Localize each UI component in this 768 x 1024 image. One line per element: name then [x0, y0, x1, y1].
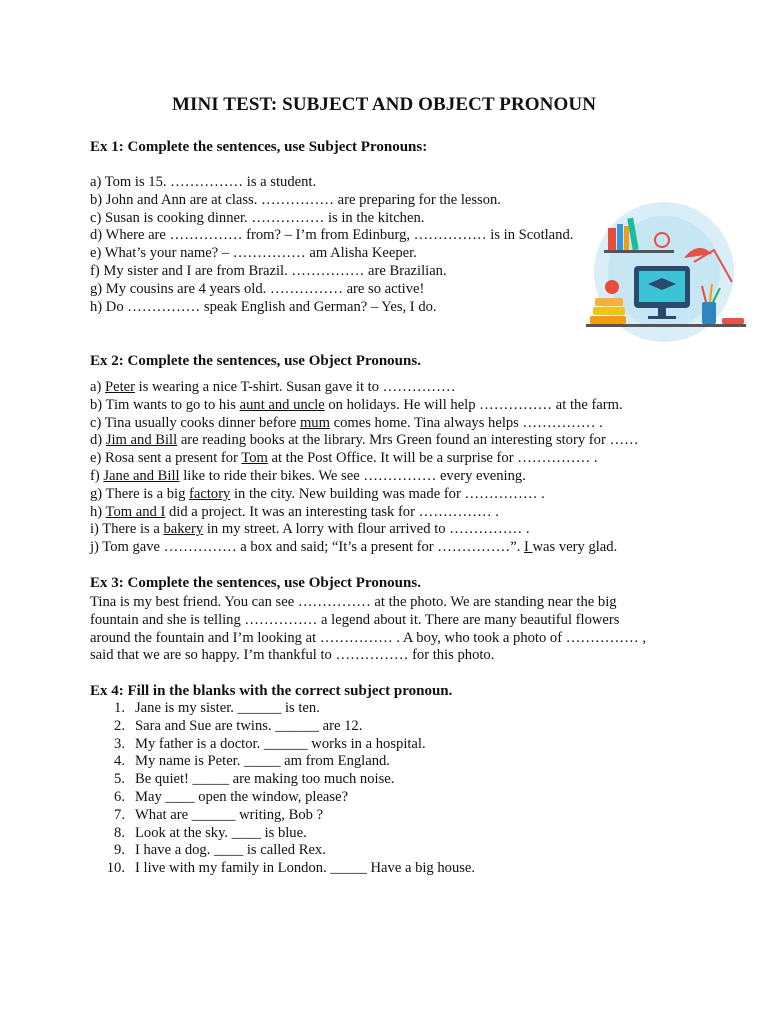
ex2-underlined-noun: bakery: [163, 521, 204, 538]
ex2-text: j) Tom gave …………… a box and said; “It’s a present for ……………”.: [90, 539, 524, 556]
item-text: What are ______ writing, Bob ?: [135, 806, 324, 823]
ex2-text: comes home. Tina always helps …………… .: [329, 414, 603, 431]
item-number: 6.: [114, 788, 125, 805]
ex2-text: f): [90, 467, 104, 484]
book-icon: [617, 224, 623, 250]
ex1-line: c) Susan is cooking dinner. …………… is in the kitchen.: [90, 209, 425, 226]
ex3-line: said that we are so happy. I’m thankful to …………… for this photo.: [90, 647, 495, 664]
item-text: My father is a doctor. ______ works in a hospital.: [135, 735, 426, 752]
ex2-line: [90, 486, 639, 504]
ex2-underlined-noun: Jim and Bill: [105, 432, 178, 449]
ex2-text: a): [90, 379, 105, 395]
ex2-text: e) Rosa sent a present for: [90, 450, 242, 467]
item-number: 10.: [106, 860, 125, 877]
list-item: [90, 788, 349, 807]
list-item: [90, 735, 426, 754]
lamp-base: [722, 318, 744, 324]
list-item: [90, 771, 395, 789]
ex2-text: was very glad.: [532, 539, 618, 556]
ex2-text: h): [90, 503, 106, 520]
pencil-cup-icon: [702, 302, 716, 324]
item-text: Sara and Sue are twins. ______ are 12.: [135, 717, 363, 734]
ex2-line: [90, 450, 639, 468]
book-icon: [608, 228, 616, 250]
ex2-underlined-noun: aunt and uncle: [239, 396, 325, 413]
ex2-text: like to ride their bikes. We see …………… every evening.: [179, 467, 526, 484]
ex3-paragraph: [90, 594, 646, 665]
ex3-line: fountain and she is telling …………… a legend about it. There are many beautiful flowers: [90, 611, 620, 628]
list-item: [90, 700, 320, 718]
ex2-sentences: [90, 379, 639, 557]
item-number: 9.: [114, 842, 125, 859]
item-number: 2.: [114, 717, 125, 734]
shelf-icon: [604, 250, 674, 253]
list-item: [90, 717, 363, 736]
ex2-underlined-noun: Tom: [241, 450, 268, 467]
ex2-text: in the city. New building was made for …………… .: [230, 485, 545, 502]
ex2-heading: Ex 2: Complete the sentences, use Object Pronouns.: [90, 353, 421, 369]
ex2-line: [90, 504, 639, 522]
ex2-line: [90, 539, 639, 557]
ex2-text: are reading books at the library. Mrs Green found an interesting story for ……: [177, 432, 639, 449]
item-text: Jane is my sister. ______ is ten.: [135, 700, 320, 716]
monitor-stand: [658, 308, 666, 316]
item-number: 5.: [114, 771, 125, 788]
item-number: 1.: [114, 700, 125, 716]
page-title: MINI TEST: SUBJECT AND OBJECT PRONOUN: [171, 94, 597, 115]
desk-icon: [586, 324, 746, 327]
ex2-underlined-noun: Peter: [105, 379, 135, 395]
ex2-underlined-noun: I: [524, 539, 533, 556]
ex2-line: [90, 379, 639, 397]
ex1-heading: Ex 1: Complete the sentences, use Subject Pronouns:: [90, 139, 428, 155]
apple-icon: [605, 280, 619, 294]
item-number: 4.: [114, 753, 125, 770]
ex3-heading: Ex 3: Complete the sentences, use Object Pronouns.: [90, 575, 421, 591]
ex2-underlined-noun: mum: [299, 414, 330, 431]
ex4-list: [90, 700, 476, 878]
ex1-sentences: [90, 174, 573, 316]
book-stack-icon: [595, 298, 623, 306]
list-item: [90, 842, 326, 860]
item-text: My name is Peter. _____ am from England.: [135, 753, 390, 770]
ex2-line: [90, 468, 639, 486]
ex1-line: a) Tom is 15. …………… is a student.: [90, 174, 317, 190]
ex2-line: [90, 397, 639, 415]
ex2-line: [90, 432, 639, 450]
item-text: I have a dog. ____ is called Rex.: [135, 842, 326, 859]
ex2-text: c) Tina usually cooks dinner before: [90, 414, 300, 431]
item-number: 3.: [114, 735, 125, 752]
ex2-underlined-noun: factory: [189, 485, 231, 502]
ex2-text: did a project. It was an interesting task for …………… .: [165, 503, 499, 520]
item-text: I live with my family in London. _____ Have a big house.: [135, 860, 476, 877]
item-text: Be quiet! _____ are making too much noise.: [135, 771, 395, 788]
book-icon: [624, 226, 629, 250]
ex1-line: d) Where are …………… from? – I’m from Edinburg, …………… is in Scotland.: [90, 227, 574, 244]
item-number: 8.: [114, 824, 125, 841]
ex2-text: on holidays. He will help …………… at the farm.: [324, 396, 623, 413]
ex3-line: around the fountain and I’m looking at …………… . A boy, who took a photo of …………… ,: [90, 629, 646, 646]
list-item: [90, 860, 476, 878]
ex1-line: e) What’s your name? – …………… am Alisha Keeper.: [90, 245, 417, 262]
ex2-underlined-noun: Jane and Bill: [103, 467, 180, 484]
monitor-base: [648, 316, 676, 319]
ex1-line: b) John and Ann are at class. …………… are preparing for the lesson.: [90, 191, 501, 208]
ex1-line: f) My sister and I are from Brazil. …………… are Brazilian.: [90, 262, 447, 279]
item-text: May ____ open the window, please?: [135, 788, 349, 805]
book-stack-icon: [590, 316, 626, 324]
ex2-text: b) Tim wants to go to his: [90, 396, 240, 413]
ex2-text: is wearing a nice T-shirt. Susan gave it to ……………: [135, 379, 456, 395]
item-number: 7.: [114, 806, 125, 823]
ex2-text: at the Post Office. It will be a surprise for …………… .: [267, 450, 598, 467]
ex2-line: [90, 415, 639, 433]
ex1-line: g) My cousins are 4 years old. …………… are so active!: [90, 280, 425, 297]
ex4-heading: Ex 4: Fill in the blanks with the correct subject pronoun.: [90, 683, 453, 699]
ex3-line: Tina is my best friend. You can see …………… at the photo. We are standing near the big: [90, 594, 617, 610]
list-item: [90, 753, 390, 771]
list-item: [90, 824, 307, 843]
classroom-illustration: [582, 190, 752, 360]
ex2-underlined-noun: Tom and I: [105, 503, 166, 520]
ex2-line: [90, 521, 639, 539]
item-text: Look at the sky. ____ is blue.: [135, 824, 307, 841]
ex2-text: d): [90, 432, 106, 449]
ex2-text: i) There is a: [90, 521, 164, 538]
ex2-text: in my street. A lorry with flour arrived to …………… .: [203, 521, 530, 538]
ex1-line: h) Do …………… speak English and German? – Yes, I do.: [90, 298, 437, 315]
list-item: [90, 806, 324, 825]
book-stack-icon: [593, 307, 625, 315]
ex2-text: g) There is a big: [90, 485, 190, 502]
